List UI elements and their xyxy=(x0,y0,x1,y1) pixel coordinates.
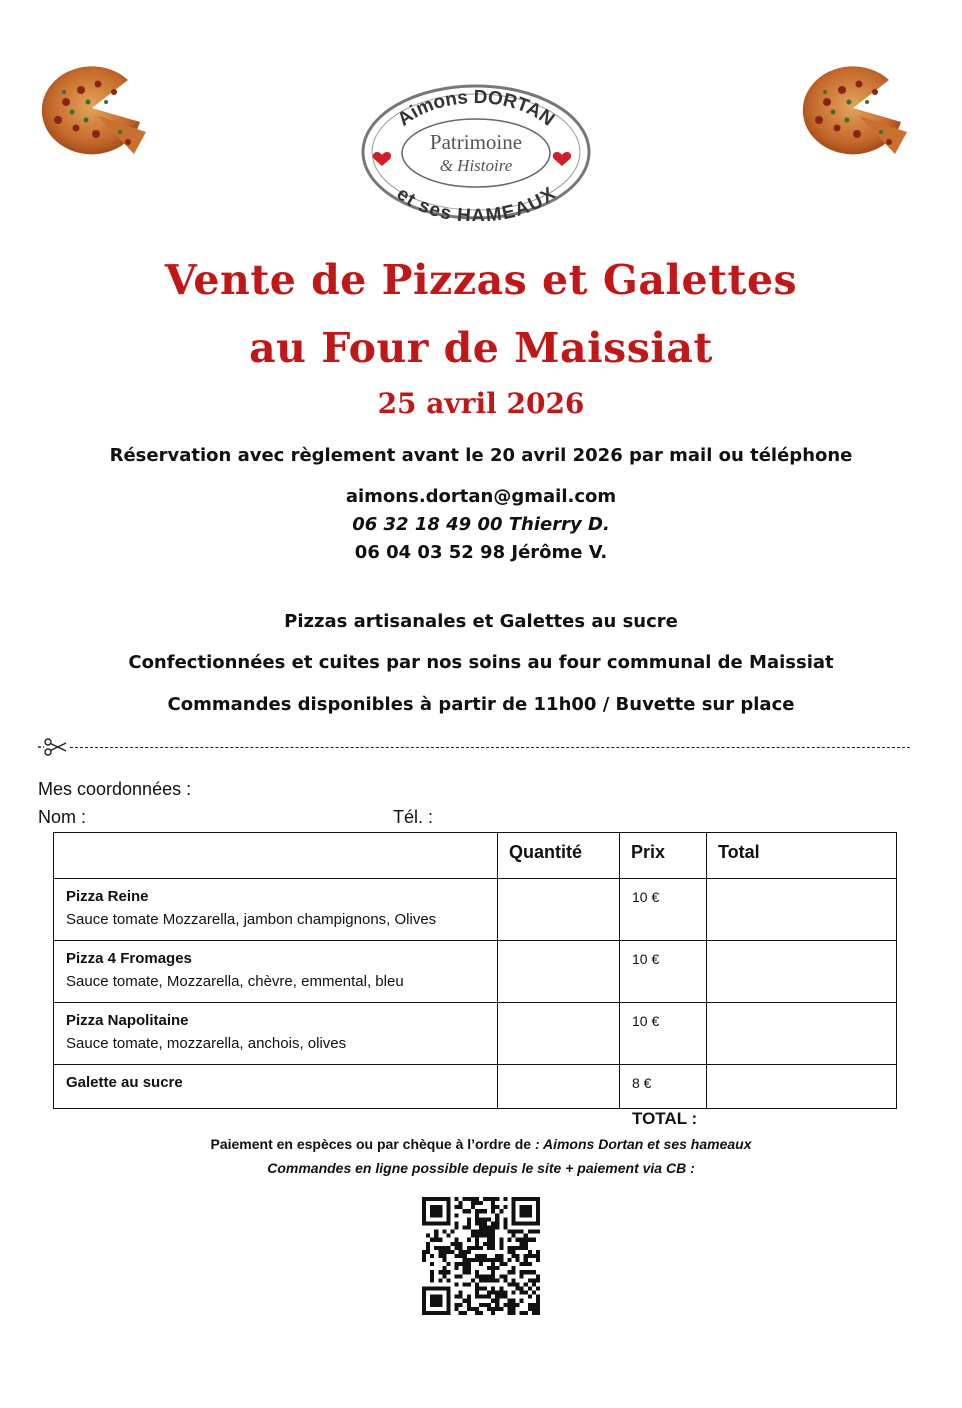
product-cell xyxy=(54,879,498,941)
header-quantity: Quantité xyxy=(498,833,620,879)
info-line-3: Commandes disponibles à partir de 11h00 / Buvette sur place xyxy=(167,694,795,715)
name-label: Nom : xyxy=(38,807,87,827)
table-header-row xyxy=(54,833,897,879)
event-date: 25 avril 2026 xyxy=(377,387,585,420)
reservation-text: Réservation avec règlement avant le 20 avril 2026 par mail ou téléphone xyxy=(109,445,853,466)
product-desc: Sauce tomate, Mozzarella, chèvre, emmental, bleu xyxy=(66,973,404,990)
contact-phone-2: 06 04 03 52 98 Jérôme V. xyxy=(354,542,608,563)
payment-line-1 xyxy=(0,1137,962,1151)
price-cell: 8 € xyxy=(620,1065,707,1109)
product-name: Pizza 4 Fromages xyxy=(66,950,192,967)
table-row xyxy=(54,879,897,941)
payment-payee: : Aimons Dortan et ses hameaux xyxy=(534,1136,752,1152)
total-cell[interactable] xyxy=(707,879,897,941)
total-label: TOTAL : xyxy=(632,1109,698,1128)
table-row xyxy=(54,941,897,1003)
logo-top-arc: Aimons DORTAN xyxy=(393,86,559,131)
table-row xyxy=(54,1003,897,1065)
page-title-line1: Vente de Pizzas et Galettes xyxy=(164,256,798,304)
qr-code-icon[interactable] xyxy=(422,1197,540,1315)
pizza-image-left xyxy=(36,62,148,162)
contact-phone-1: 06 32 18 49 00 Thierry D. xyxy=(352,514,610,535)
payment-prefix: Paiement en espèces ou par chèque à l’ordre de xyxy=(210,1136,535,1152)
quantity-cell[interactable] xyxy=(498,879,620,941)
info-line-1: Pizzas artisanales et Galettes au sucre xyxy=(284,611,678,632)
payment-line-2: Commandes en ligne possible depuis le site + paiement via CB : xyxy=(267,1160,695,1176)
product-cell xyxy=(54,941,498,1003)
pizza-image-right xyxy=(797,62,909,162)
price-cell: 10 € xyxy=(620,1003,707,1065)
total-cell[interactable] xyxy=(707,1003,897,1065)
coords-label: Mes coordonnées : xyxy=(38,779,192,799)
phone-label: Tél. : xyxy=(393,807,434,827)
table-row xyxy=(54,1065,897,1109)
contact-email: aimons.dortan@gmail.com xyxy=(345,486,617,507)
price-cell: 10 € xyxy=(620,879,707,941)
logo-center-line2: & Histoire xyxy=(439,156,513,175)
price-cell: 10 € xyxy=(620,941,707,1003)
header-product xyxy=(54,833,498,879)
quantity-cell[interactable] xyxy=(498,1003,620,1065)
total-cell[interactable] xyxy=(707,941,897,1003)
header-price: Prix xyxy=(620,833,707,879)
product-name: Pizza Reine xyxy=(66,888,149,905)
product-cell xyxy=(54,1003,498,1065)
product-desc: Sauce tomate, mozzarella, anchois, olives xyxy=(66,1035,347,1052)
total-cell[interactable] xyxy=(707,1065,897,1109)
page-title-line2: au Four de Maissiat xyxy=(249,324,713,372)
quantity-cell[interactable] xyxy=(498,1065,620,1109)
info-line-2: Confectionnées et cuites par nos soins au four communal de Maissiat xyxy=(128,652,834,673)
quantity-cell[interactable] xyxy=(498,941,620,1003)
header-total: Total xyxy=(707,833,897,879)
association-logo xyxy=(360,83,592,221)
order-table xyxy=(53,832,897,1109)
scissors-icon xyxy=(38,737,68,757)
product-cell xyxy=(54,1065,498,1109)
product-desc: Sauce tomate Mozzarella, jambon champignons, Olives xyxy=(66,911,437,928)
product-name: Galette au sucre xyxy=(66,1074,183,1091)
logo-center-line1: Patrimoine xyxy=(429,130,523,154)
cut-line xyxy=(38,737,910,757)
product-name: Pizza Napolitaine xyxy=(66,1012,189,1029)
logo-bottom-arc: et ses HAMEAUX xyxy=(392,183,560,221)
